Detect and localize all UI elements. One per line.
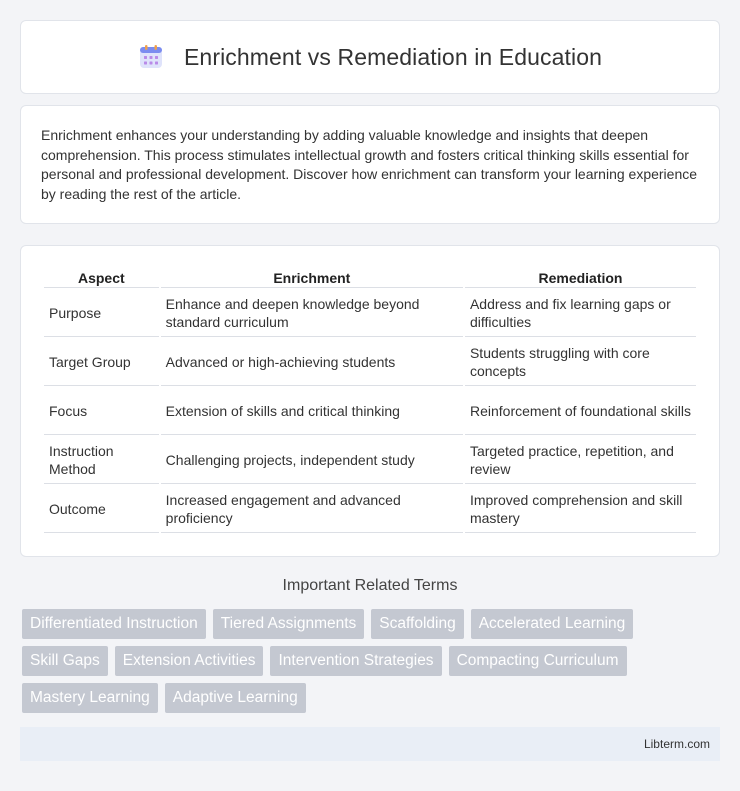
table-cell: Reinforcement of foundational skills	[465, 388, 696, 435]
page-title: Enrichment vs Remediation in Education	[183, 43, 602, 70]
table-cell: Focus	[44, 388, 159, 435]
tag-adaptive-learning[interactable]: Adaptive Learning	[165, 683, 306, 713]
table-cell: Instruction Method	[44, 437, 159, 484]
table-cell: Improved comprehension and skill mastery	[465, 486, 696, 533]
tag-skill-gaps[interactable]: Skill Gaps	[22, 646, 108, 676]
tag-tiered-assignments[interactable]: Tiered Assignments	[213, 609, 365, 639]
table-cell: Target Group	[44, 339, 159, 386]
tag-differentiated-instruction[interactable]: Differentiated Instruction	[22, 609, 206, 639]
related-terms-heading: Important Related Terms	[282, 577, 458, 594]
comparison-table	[42, 266, 698, 535]
table-cell: Challenging projects, independent study	[161, 437, 463, 484]
tag-mastery-learning[interactable]: Mastery Learning	[22, 683, 158, 713]
footer	[20, 727, 720, 761]
footer-brand-link[interactable]: Libterm.com	[643, 737, 710, 751]
tag-accelerated-learning[interactable]: Accelerated Learning	[471, 609, 634, 639]
tag-compacting-curriculum[interactable]: Compacting Curriculum	[449, 646, 627, 676]
table-cell: Extension of skills and critical thinking	[161, 388, 463, 435]
table-cell: Purpose	[44, 290, 159, 337]
tag-scaffolding[interactable]: Scaffolding	[371, 609, 463, 639]
table-row	[44, 290, 696, 337]
tag-extension-activities[interactable]: Extension Activities	[115, 646, 264, 676]
table-cell: Increased engagement and advanced proficiency	[161, 486, 463, 533]
intro-paragraph: Enrichment enhances your understanding by adding valuable knowledge and insights that deepen comprehension. This process stimulates intellectual growth and fosters critical thinking skills essential for personal and professional development. Discover how enrichment can transform your learning experience by reading the rest of the article.	[41, 127, 698, 202]
title-card	[20, 20, 720, 94]
table-cell: Students struggling with core concepts	[465, 339, 696, 386]
tag-intervention-strategies[interactable]: Intervention Strategies	[270, 646, 441, 676]
table-row	[44, 339, 696, 386]
table-cell: Address and fix learning gaps or difficulties	[465, 290, 696, 337]
table-cell: Enhance and deepen knowledge beyond standard curriculum	[161, 290, 463, 337]
table-row	[44, 388, 696, 435]
comparison-table-card	[20, 245, 720, 557]
table-row	[44, 437, 696, 484]
table-cell: Advanced or high-achieving students	[161, 339, 463, 386]
table-row	[44, 486, 696, 533]
table-header-row	[44, 268, 696, 288]
column-header-remediation: Remediation	[465, 268, 696, 288]
related-terms-list	[22, 609, 722, 720]
calendar-grid-icon	[138, 44, 164, 70]
table-cell: Targeted practice, repetition, and review	[465, 437, 696, 484]
column-header-aspect: Aspect	[44, 268, 159, 288]
column-header-enrichment: Enrichment	[161, 268, 463, 288]
intro-card	[20, 105, 720, 224]
table-cell: Outcome	[44, 486, 159, 533]
